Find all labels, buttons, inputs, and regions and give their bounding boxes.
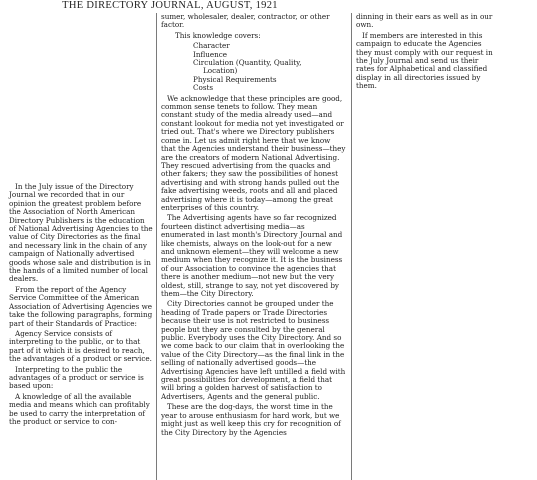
paragraph: In the July issue of the Directory Journal we recorded that in our opinion the greatest problem before the Association of North American Directory Publishers is the education of National Advertising Agencies to the value of City Directories as the final and necessary link in the chain of any campaign of Nationally advertised goods whose sale and distribution is in the hands of a limited number of local dealers. <box>9 182 153 284</box>
paragraph: This knowledge covers: <box>175 30 261 40</box>
list-item: Influence <box>193 49 228 59</box>
masthead: THE DIRECTORY JOURNAL, AUGUST, 1921 <box>62 0 278 11</box>
paragraph: If members are interested in this campaign to educate the Agencies they must comply with our request in the July Journal and send us their rates for Alphabetical and classified display in all directories issued by them. <box>356 30 493 91</box>
list-item: Location) <box>203 66 238 76</box>
column-2 <box>161 13 347 439</box>
list-item: Circulation (Quantity, Quality, <box>193 58 302 68</box>
paragraph: The Advertising agents have so far recognized fourteen distinct advertising media—as enumerated in last month's Directory Journal and like chemists, always on the look-out for a new and unknown element—they will welcome a new medium when they recognize it. It is the business of our Association to convince the agencies that there is another medium—not new but the very oldest, still, strange to say, not yet discovered by them—the City Directory. <box>161 213 343 298</box>
paragraph: A knowledge of all the available media and means which can profitably be used to carry the interpretation of the product or service to con- <box>9 391 150 426</box>
list-item: Physical Requirements <box>193 74 277 84</box>
paragraph: From the report of the Agency Service Committee of the American Association of Advertising Agencies we take the following paragraphs, forming part of their Standards of Practice: <box>9 284 153 328</box>
paragraph: Interpreting to the public the advantages of a product or service is based upon: <box>9 364 144 391</box>
paragraph: We acknowledge that these principles are good, common sense tenets to follow. They mean constant study of the media already used—and constant lookout for media not yet investigated or tried out. That's where we Directory publishers come in. Let us admit right here that we know that the Agencies understand their business—they are the creators of modern National Advertising. They rescued advertising from the quacks and other fakers; they saw the possibilities of honest advertising and with strong hands pulled out the fake advertising weeds, roots and all and placed advertising where it is today—among the great enterprises of this country. <box>161 93 346 212</box>
paragraph: City Directories cannot be grouped under the heading of Trade papers or Trade Directories because their use is not restricted to business people but they are consulted by the general public. Everybody uses the City Directory. And so we come back to our claim that in overlooking the value of the City Directory—as the final link in the selling of nationally advertised goods—the Advertising Agencies have left untilled a field with great possibilities for development, a field that will bring a golden harvest of satisfaction to Advertisers, Agents and the general public. <box>161 299 346 401</box>
paragraph: sumer, wholesaler, dealer, contractor, or other factor. <box>161 12 330 30</box>
paragraph: These are the dog-days, the worst time in the year to arouse enthusiasm for hard work, but we might just as well keep this cry for recognition of the City Directory by the Agencies <box>161 402 341 437</box>
column-3 <box>356 13 496 93</box>
knowledge-list <box>161 42 347 92</box>
paragraph: dinning in their ears as well as in our own. <box>356 12 493 30</box>
column-rule-left <box>156 13 157 480</box>
column-1 <box>9 183 153 428</box>
list-item: Character <box>193 41 230 51</box>
paragraph: Agency Service consists of interpreting to the public, or to that part of it which it is desired to reach, the advantages of a product or service. <box>9 328 152 364</box>
list-item: Costs <box>193 83 214 93</box>
column-rule-right <box>351 13 352 480</box>
